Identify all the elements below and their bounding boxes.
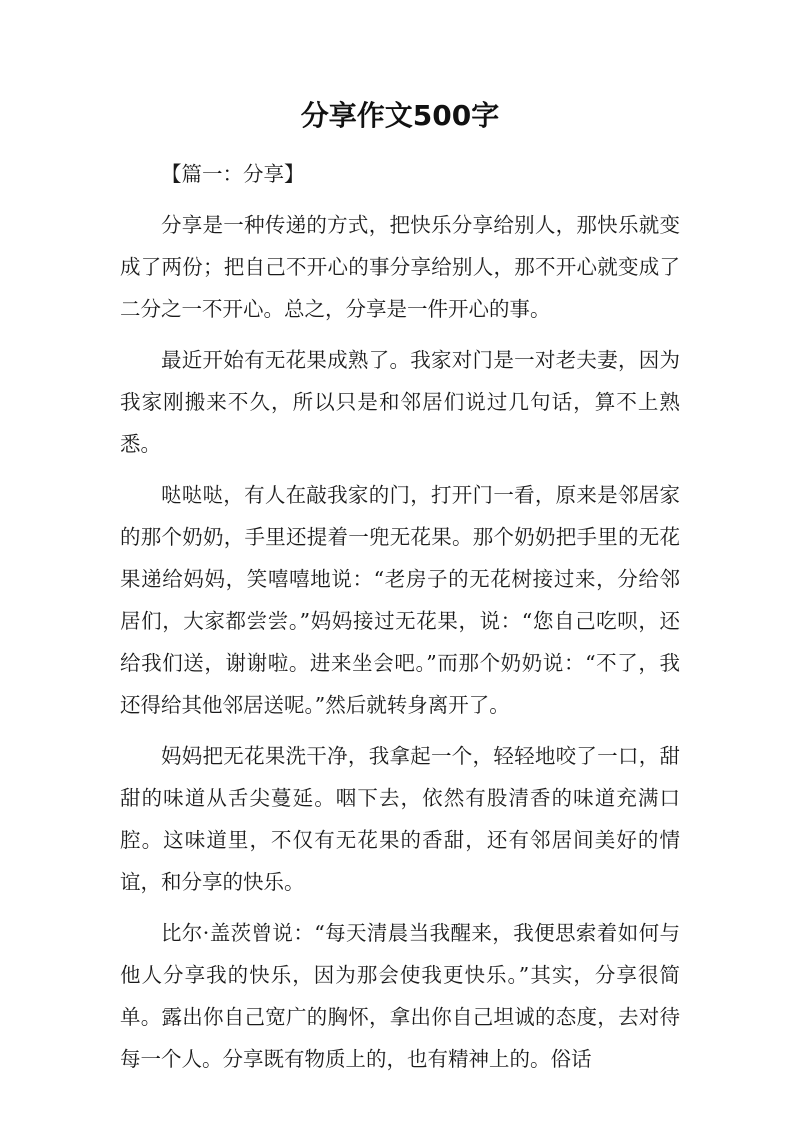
paragraph-4: 妈妈把无花果洗干净，我拿起一个，轻轻地咬了一口，甜甜的味道从舌尖蔓延。咽下去，依然有股清香的味道充满口腔。这味道里，不仅有无花果的香甜，还有邻居间美好的情谊，和分享的快乐。	[120, 744, 680, 894]
paragraph-3: 哒哒哒，有人在敲我家的门，打开门一看，原来是邻居家的那个奶奶，手里还提着一兜无花果。那个奶奶把手里的无花果递给妈妈，笑嘻嘻地说：“老房子的无花树接过来，分给邻居们，大家都尝尝。”妈妈接过无花果，说：“您自己吃呗，还给我们送，谢谢啦。进来坐会吧。”而那个奶奶说：“不了，我还得给其他邻居送呢。”然后就转身离开了。	[120, 483, 680, 717]
paragraph-1: 分享是一种传递的方式，把快乐分享给别人，那快乐就变成了两份；把自己不开心的事分享给别人，那不开心就变成了二分之一不开心。总之，分享是一件开心的事。	[120, 213, 680, 321]
paragraph-2: 最近开始有无花果成熟了。我家对门是一对老夫妻，因为我家刚搬来不久，所以只是和邻居们说过几句话，算不上熟悉。	[120, 348, 680, 456]
paragraph-5: 比尔·盖茨曾说：“每天清晨当我醒来，我便思索着如何与他人分享我的快乐，因为那会使我更快乐。”其实，分享很简单。露出你自己宽广的胸怀，拿出你自己坦诚的态度，去对待每一个人。分享既有物质上的，也有精神上的。俗话	[120, 921, 680, 1071]
document-body	[120, 153, 680, 1089]
section-heading: 【篇一：分享】	[161, 162, 305, 186]
page-title: 分享作文500字	[300, 99, 500, 132]
